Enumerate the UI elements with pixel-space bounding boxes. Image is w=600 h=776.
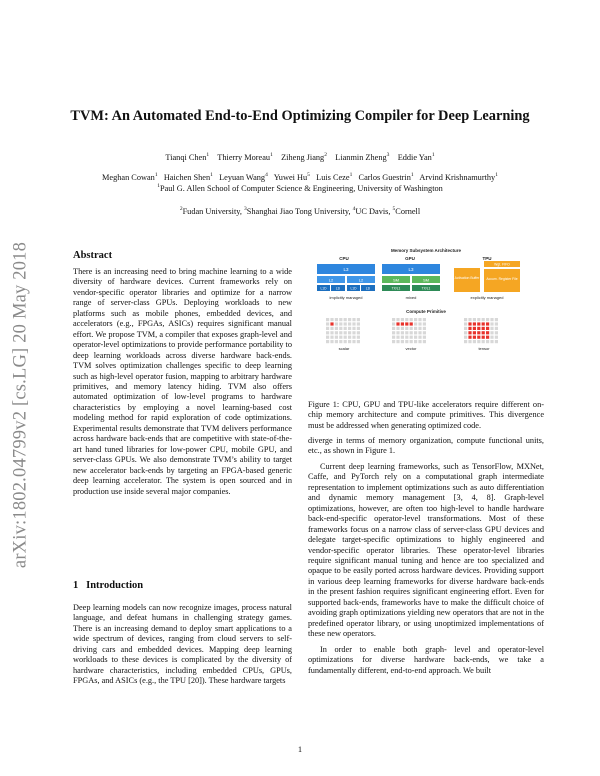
compute-cell	[392, 340, 395, 343]
compute-cell	[348, 327, 351, 330]
svg-text:SM: SM	[393, 277, 399, 283]
author: Thierry Moreau$^1$	[217, 152, 273, 162]
compute-cell	[352, 331, 355, 334]
compute-cell	[352, 336, 355, 339]
intro-paragraph-1: Deep learning models can now recognize images, process natural language, and defeat humans in challenging strategy games. There is an increasing demand to deploy smart applications to a wide spectrum of devices, ranging from cloud servers to self-driving cars and embedded devices. Mapping deep learning workloads to these devices is complicated by the diversity of hardware characteristics, including embedded CPUs, GPUs, FPGAs, and ASICs (e.g., the TPU [20]). These hardware targets	[73, 603, 292, 686]
compute-cell	[344, 340, 347, 343]
compute-cell	[473, 336, 476, 339]
author: Arvind Krishnamurthy$^1$	[419, 172, 498, 182]
author: Luis Ceze$^1$	[316, 172, 353, 182]
compute-cell	[330, 322, 333, 325]
compute-cell	[396, 322, 399, 325]
abstract-heading: Abstract	[73, 250, 113, 261]
compute-cell	[414, 331, 417, 334]
compute-cell	[464, 318, 467, 321]
compute-cell	[423, 331, 426, 334]
compute-cell	[473, 340, 476, 343]
compute-cell	[339, 336, 342, 339]
compute-cell	[473, 327, 476, 330]
svg-text:L1I: L1I	[365, 286, 371, 291]
compute-cell	[486, 340, 489, 343]
intro-body	[73, 603, 292, 687]
compute-cell	[405, 340, 408, 343]
compute-cell	[468, 331, 471, 334]
compute-cell	[464, 327, 467, 330]
svg-text:Activation Buffer: Activation Buffer	[454, 276, 480, 280]
compute-cell	[392, 336, 395, 339]
fig-label-scalar: scalar	[338, 346, 350, 351]
section-number: 1	[73, 580, 79, 591]
compute-cell	[486, 322, 489, 325]
compute-cell	[335, 318, 338, 321]
compute-cell	[423, 327, 426, 330]
authors-line-1	[80, 150, 520, 163]
compute-cell	[414, 322, 417, 325]
arxiv-identifier: arXiv:1802.04799v2 [cs.LG] 20 May 2018	[10, 241, 31, 569]
compute-cell	[357, 322, 360, 325]
compute-cell	[410, 336, 413, 339]
author: Leyuan Wang$^4$	[219, 172, 268, 182]
compute-cell	[486, 336, 489, 339]
tpu-management: explicitly managed	[470, 295, 504, 300]
compute-cell	[490, 336, 493, 339]
compute-cell	[477, 327, 480, 330]
compute-cell	[423, 340, 426, 343]
compute-cell	[423, 322, 426, 325]
compute-cell	[352, 340, 355, 343]
compute-cell	[326, 331, 329, 334]
compute-cell	[490, 340, 493, 343]
compute-cell	[482, 331, 485, 334]
author: Ziheng Jiang$^2$	[281, 152, 327, 162]
fig-label-vector: vector	[405, 346, 417, 351]
compute-cell	[344, 322, 347, 325]
compute-cell	[482, 327, 485, 330]
compute-cell	[326, 318, 329, 321]
compute-cell	[418, 318, 421, 321]
compute-cell	[423, 336, 426, 339]
svg-text:Wgt. FIFO: Wgt. FIFO	[494, 262, 510, 267]
compute-cell	[348, 318, 351, 321]
compute-cell	[326, 322, 329, 325]
author: Haichen Shen$^1$	[163, 172, 213, 182]
compute-cell	[396, 336, 399, 339]
compute-cell	[396, 327, 399, 330]
compute-cell	[468, 336, 471, 339]
compute-cell	[410, 327, 413, 330]
compute-cell	[348, 340, 351, 343]
compute-cell	[405, 318, 408, 321]
compute-cell	[396, 331, 399, 334]
compute-cell	[357, 336, 360, 339]
compute-cell	[405, 327, 408, 330]
compute-cell	[392, 322, 395, 325]
compute-cell	[418, 327, 421, 330]
right-paragraph-3: In order to enable both graph- level and operator-level optimizations for diverse hardware back-ends, we take a fundamentally different, end-to-end approach. We built	[308, 644, 544, 675]
compute-cell	[335, 340, 338, 343]
compute-cell	[339, 340, 342, 343]
compute-cell	[468, 327, 471, 330]
compute-cell	[486, 331, 489, 334]
author: Eddie Yan$^1$	[397, 152, 435, 162]
tensor-compute-grid	[464, 318, 498, 343]
svg-text:Accum. Register File: Accum. Register File	[486, 277, 518, 281]
svg-text:L1D: L1D	[320, 286, 327, 291]
author: Tianqi Chen$^1$	[165, 152, 210, 162]
fig-title: Memory Subsystem Architecture	[390, 248, 462, 253]
compute-cell	[401, 331, 404, 334]
compute-cell	[468, 318, 471, 321]
compute-cell	[464, 322, 467, 325]
svg-text:TX/L1: TX/L1	[391, 286, 401, 291]
gpu-memory-hierarchy	[382, 264, 440, 300]
compute-cell	[344, 318, 347, 321]
compute-cell	[357, 340, 360, 343]
compute-cell	[348, 336, 351, 339]
compute-cell	[401, 336, 404, 339]
compute-cell	[414, 340, 417, 343]
affiliation-2: $^2$Fudan University, $^3$Shanghai Jiao Tong University, $^4$UC Davis, $^5$Cornell	[179, 206, 421, 216]
right-paragraph-1: diverge in terms of memory organization, compute functional units, etc., as shown in Figure 1.	[308, 436, 544, 456]
gpu-management: mixed	[405, 295, 417, 300]
tpu-memory-hierarchy	[454, 261, 520, 300]
compute-cell	[418, 331, 421, 334]
compute-cell	[344, 336, 347, 339]
compute-cell	[414, 327, 417, 330]
right-paragraph-2: Current deep learning frameworks, such as TensorFlow, MXNet, Caffe, and PyTorch rely on a computational graph intermediate representation to implement optimizations such as auto differentiation and dynamic memory management [3, 4, 8]. Graph-level optimizations, however, are often too high-level to handle hardware back-end-specific operator-level transformations. Most of these frameworks focus on a narrow class of server-class GPU devices and delegate target-specific optimizations to highly engineered and vendor-specific operator libraries. These operator-level libraries require significant manual tuning and hence are too specialized and opaque to be easily ported across hardware devices. Providing support in various deep learning frameworks for diverse hardware back-ends in the present fashion requires significant engineering effort. Even for supported back-ends, frameworks have to make the difficult choice of avoiding graph optimizations yielding new operators that are not in the predefined operator library, or using unoptimized implementations of these new operators.	[308, 461, 544, 639]
compute-cell	[490, 331, 493, 334]
compute-cell	[405, 336, 408, 339]
compute-cell	[330, 331, 333, 334]
compute-cell	[344, 331, 347, 334]
compute-cell	[495, 336, 498, 339]
compute-cell	[477, 336, 480, 339]
compute-cell	[473, 318, 476, 321]
compute-cell	[344, 327, 347, 330]
compute-cell	[482, 340, 485, 343]
compute-cell	[410, 340, 413, 343]
compute-cell	[335, 327, 338, 330]
svg-text:L2: L2	[358, 277, 364, 283]
svg-text:L1I: L1I	[335, 286, 341, 291]
compute-cell	[357, 327, 360, 330]
compute-cell	[357, 331, 360, 334]
compute-cell	[401, 340, 404, 343]
svg-text:L2: L2	[328, 277, 334, 283]
compute-cell	[352, 318, 355, 321]
right-column-body	[308, 436, 544, 676]
vector-compute-grid	[392, 318, 426, 343]
compute-cell	[339, 331, 342, 334]
compute-cell	[401, 322, 404, 325]
compute-cell	[392, 318, 395, 321]
compute-cell	[464, 336, 467, 339]
compute-cell	[418, 336, 421, 339]
compute-cell	[486, 318, 489, 321]
compute-cell	[495, 327, 498, 330]
compute-cell	[326, 340, 329, 343]
compute-cell	[405, 331, 408, 334]
section-title: Introduction	[86, 580, 144, 591]
compute-cell	[468, 340, 471, 343]
compute-cell	[473, 322, 476, 325]
compute-cell	[418, 340, 421, 343]
compute-cell	[392, 327, 395, 330]
compute-cell	[392, 331, 395, 334]
compute-cell	[326, 336, 329, 339]
intro-heading	[73, 580, 143, 591]
compute-cell	[482, 336, 485, 339]
compute-cell	[330, 318, 333, 321]
compute-cell	[468, 322, 471, 325]
cpu-memory-hierarchy	[317, 264, 375, 300]
compute-cell	[477, 318, 480, 321]
cpu-l3: L3	[343, 267, 349, 272]
svg-text:L3: L3	[408, 267, 414, 272]
compute-cell	[330, 340, 333, 343]
svg-text:SM: SM	[423, 277, 429, 283]
compute-cell	[330, 327, 333, 330]
svg-text:TX/L1: TX/L1	[421, 286, 431, 291]
compute-cell	[335, 331, 338, 334]
compute-cell	[410, 331, 413, 334]
compute-cell	[414, 318, 417, 321]
compute-cell	[405, 322, 408, 325]
compute-cell	[326, 327, 329, 330]
author: Meghan Cowan$^1$	[102, 172, 158, 182]
compute-cell	[490, 327, 493, 330]
paper-title: TVM: An Automated End-to-End Optimizing Compiler for Deep Learning	[70, 108, 530, 124]
abstract-text: There is an increasing need to bring machine learning to a wide diversity of hardware devices. Current frameworks rely on vendor-specific operator libraries and optimize for a narrow range of server-class GPUs. Deploying workloads to new platforms such as mobile phones, embedded devices, and accelerators (e.g., FPGAs, ASICs) requires significant manual effort. We propose TVM, a compiler that exposes graph-level and operator-level optimizations to provide performance portability to deep learning workloads across diverse hardware back-ends. TVM solves optimization challenges specific to deep learning such as high-level operator fusion, mapping to arbitrary hardware primitives, and memory latency hiding. TVM also offers automated optimization of low-level programs to hardware characteristics by employing a novel learning-based cost modeling method for rapid exploration of code optimizations. Experimental results demonstrate that TVM delivers performance across hardware back-ends that are competitive with state-of-the-art hand tuned libraries for low-power CPU, mobile GPU, and server-class GPUs. We also demonstrate TVM’s ability to target new accelerator back-ends by targeting an FPGA-based generic deep learning accelerator. The system is open sourced and in production use inside several major companies.	[73, 267, 292, 496]
compute-cell	[477, 340, 480, 343]
affiliation-1: $^1$Paul G. Allen School of Computer Science & Engineering, University of Washington	[157, 183, 443, 193]
fig-label-tensor: tensor	[478, 346, 490, 351]
fig-col-gpu: GPU	[405, 256, 415, 261]
compute-cell	[495, 340, 498, 343]
compute-cell	[339, 318, 342, 321]
compute-cell	[464, 331, 467, 334]
figure-1	[314, 246, 538, 396]
page-number: 1	[297, 744, 303, 754]
compute-cell	[414, 336, 417, 339]
compute-cell	[482, 318, 485, 321]
compute-cell	[410, 322, 413, 325]
compute-cell	[418, 322, 421, 325]
compute-cell	[352, 327, 355, 330]
fig-compute-title: Compute Primitive	[406, 309, 446, 314]
figure-caption: Figure 1: CPU, GPU and TPU-like accelerators require different on-chip memory architecture and compute primitives. This divergence must be addressed when generating optimized code.	[308, 400, 544, 430]
compute-cell	[482, 322, 485, 325]
compute-cell	[495, 331, 498, 334]
compute-cell	[335, 336, 338, 339]
author: Yuwei Hu$^5$	[273, 172, 310, 182]
compute-cell	[401, 318, 404, 321]
compute-cell	[477, 331, 480, 334]
fig-col-cpu: CPU	[339, 256, 349, 261]
compute-cell	[495, 318, 498, 321]
compute-cell	[339, 327, 342, 330]
fig-col-tpu: TPU	[482, 256, 492, 261]
compute-cell	[396, 340, 399, 343]
compute-cell	[401, 327, 404, 330]
abstract-body	[73, 267, 292, 497]
compute-cell	[348, 322, 351, 325]
compute-cell	[464, 340, 467, 343]
scalar-compute-grid	[326, 318, 360, 343]
compute-cell	[330, 336, 333, 339]
compute-cell	[348, 331, 351, 334]
compute-cell	[486, 327, 489, 330]
compute-cell	[410, 318, 413, 321]
compute-cell	[495, 322, 498, 325]
compute-cell	[477, 322, 480, 325]
compute-cell	[423, 318, 426, 321]
compute-cell	[490, 322, 493, 325]
author: Lianmin Zheng$^3$	[335, 152, 390, 162]
compute-cell	[352, 322, 355, 325]
compute-cell	[490, 318, 493, 321]
compute-cell	[339, 322, 342, 325]
compute-cell	[473, 331, 476, 334]
svg-text:L1D: L1D	[350, 286, 357, 291]
cpu-management: implicitly managed	[329, 295, 363, 300]
author: Carlos Guestrin$^1$	[358, 172, 414, 182]
compute-cell	[396, 318, 399, 321]
compute-cell	[357, 318, 360, 321]
compute-cell	[335, 322, 338, 325]
